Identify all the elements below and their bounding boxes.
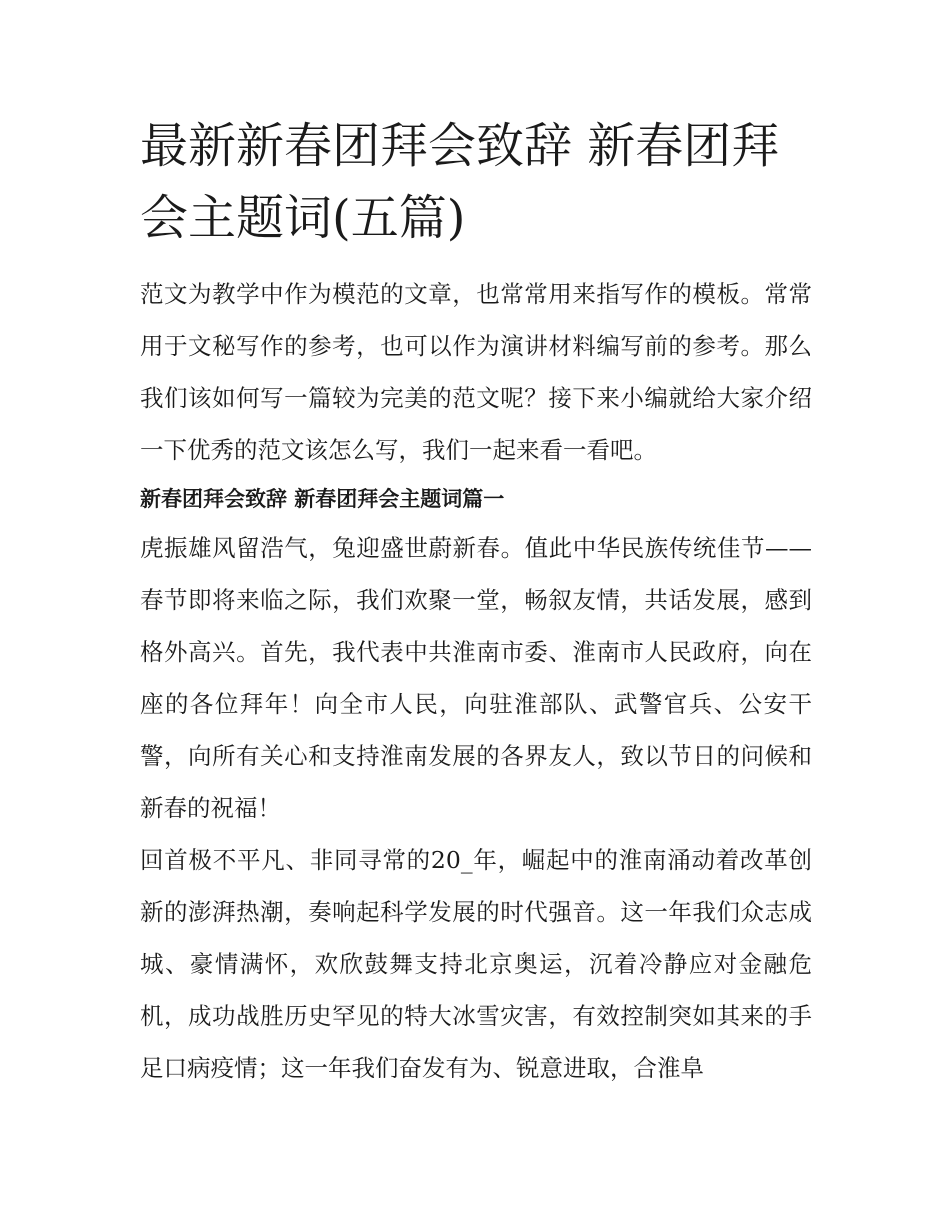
section-heading: 新春团拜会致辞 新春团拜会主题词篇一: [140, 486, 505, 511]
body-paragraph-2: 回首极不平凡、非同寻常的20_年，崛起中的淮南涌动着改革创新的澎湃热潮，奏响起科学发展的时代强音。这一年我们众志成城、豪情满怀，欢欣鼓舞支持北京奥运，沉着冷静应对金融危机，成功战胜历史罕见的特大冰雪灾害，有效控制突如其来的手足口病疫情；这一年我们奋发有为、锐意进取，合淮阜: [140, 846, 812, 1082]
body-paragraph-1: 虎振雄风留浩气，兔迎盛世蔚新春。值此中华民族传统佳节——春节即将来临之际，我们欢聚一堂，畅叙友情，共话发展，感到格外高兴。首先，我代表中共淮南市委、淮南市人民政府，向在座的各位拜年！向全市人民，向驻淮部队、武警官兵、公安干警，向所有关心和支持淮南发展的各界友人，致以节日的问候和新春的祝福！: [140, 534, 812, 822]
intro-paragraph: 范文为教学中作为模范的文章，也常常用来指写作的模板。常常用于文秘写作的参考，也可以作为演讲材料编写前的参考。那么我们该如何写一篇较为完美的范文呢？接下来小编就给大家介绍一下优秀的范文该怎么写，我们一起来看一看吧。: [140, 280, 812, 464]
document-page: [140, 110, 812, 1094]
document-title: 最新新春团拜会致辞 新春团拜会主题词(五篇): [140, 118, 780, 246]
